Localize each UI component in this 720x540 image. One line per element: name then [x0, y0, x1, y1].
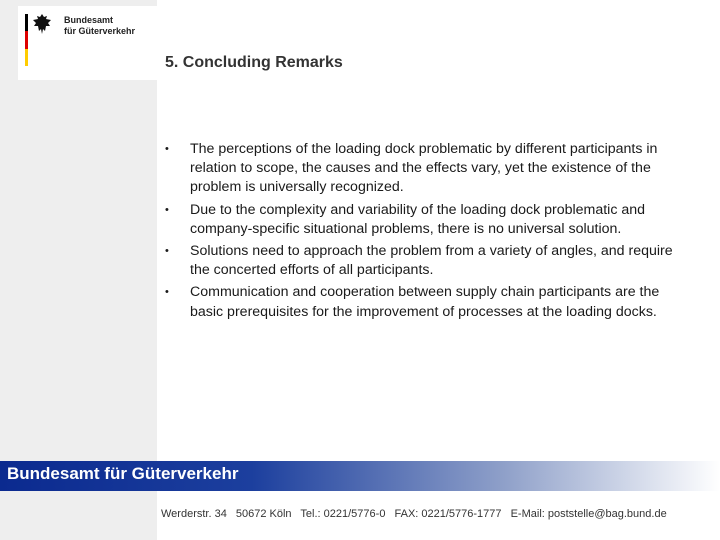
banner-title: Bundesamt für Güterverkehr [7, 464, 239, 483]
bullet-text: Due to the complexity and variability of the loading dock problematic and company-specific situational problems, there is no universal solution. [190, 201, 646, 237]
bullet-symbol: • [165, 143, 169, 155]
bullet-symbol: • [165, 286, 169, 299]
bullet-item [161, 242, 691, 280]
footer-email: E-Mail: poststelle@bag.bund.de [510, 508, 667, 520]
bullet-list [161, 140, 691, 325]
bullet-text: Solutions need to approach the problem from a variety of angles, and require the concerted efforts of all participants. [190, 243, 673, 279]
bullet-text: The perceptions of the loading dock problematic by different participants in relation to scope, the causes and the effects vary, yet the existence of the problem is universally recognized. [190, 141, 658, 196]
left-side-panel [0, 0, 157, 540]
bullet-item [161, 201, 691, 239]
slide-title: 5. Concluding Remarks [165, 54, 343, 71]
logo-line-1: Bundesamt [64, 15, 114, 25]
logo-text [64, 15, 135, 37]
footer-address: Werderstr. 34 [161, 508, 227, 520]
bullet-text: Communication and cooperation between supply chain participants are the basic prerequisites for the improvement of processes at the loading docks. [190, 284, 660, 320]
logo-line-2: für Güterverkehr [64, 26, 136, 36]
bullet-item [161, 283, 691, 321]
bullet-item [161, 140, 691, 198]
federal-eagle-icon [31, 12, 53, 36]
footer-contact [161, 508, 673, 520]
footer-city: 50672 Köln [235, 508, 292, 520]
bullet-symbol: • [165, 203, 169, 216]
bullet-symbol: • [165, 245, 169, 258]
footer-fax: FAX: 0221/5776-1777 [394, 508, 502, 520]
german-flag-bar [25, 14, 28, 66]
footer-tel: Tel.: 0221/5776-0 [300, 508, 386, 520]
